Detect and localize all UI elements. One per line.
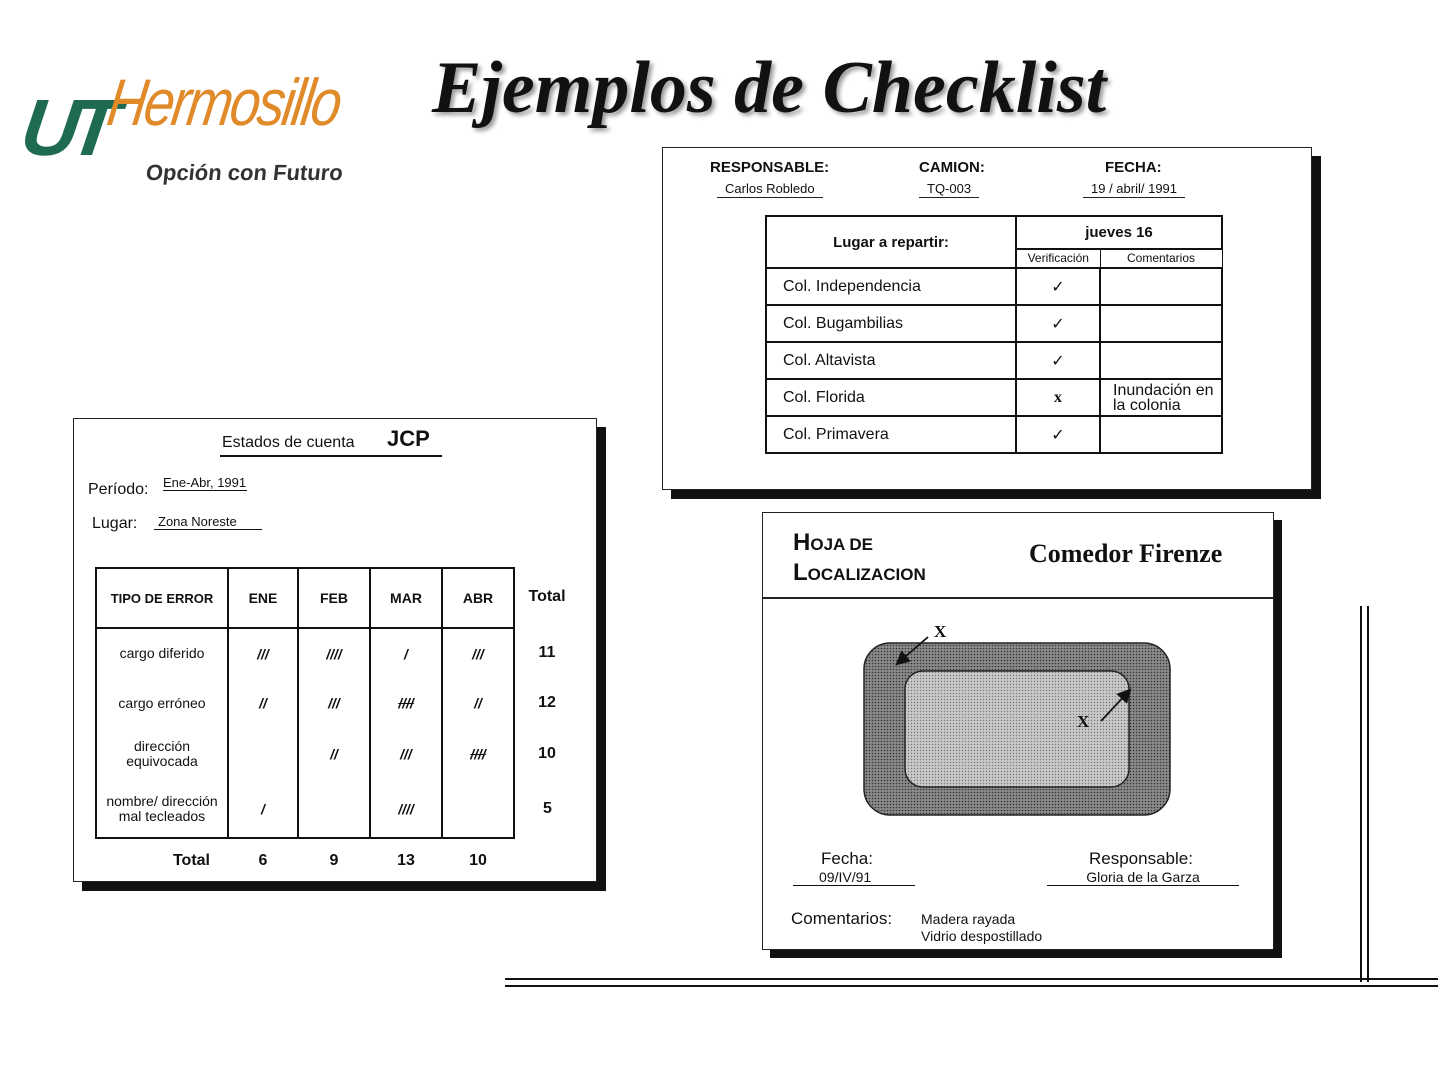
delivery-checklist-card xyxy=(662,147,1312,490)
hoja-comentarios-line1: Madera rayada xyxy=(921,911,1016,927)
tally-cell xyxy=(228,728,298,780)
place-cell: Col. Primavera xyxy=(766,416,1016,453)
totals-row xyxy=(96,838,580,882)
decor-line xyxy=(505,985,1438,987)
hoja-title xyxy=(793,529,926,589)
comment-cell xyxy=(1100,268,1222,305)
ut-hermosillo-logo xyxy=(15,62,362,202)
comentarios-header: Comentarios xyxy=(1100,249,1222,268)
error-type-cell: cargo erróneo xyxy=(96,678,228,728)
table-row xyxy=(96,728,580,780)
header-divider xyxy=(763,597,1273,599)
tally-cell: //// xyxy=(370,678,442,728)
checklist-row xyxy=(766,342,1222,379)
hoja-title-rest: OJA DE xyxy=(810,535,874,554)
row-total: 12 xyxy=(538,694,556,711)
place-cell: Col. Florida xyxy=(766,379,1016,416)
decor-line xyxy=(1367,606,1369,982)
table-row xyxy=(96,678,580,728)
hoja-title-cap: L xyxy=(793,559,808,586)
damage-mark: X xyxy=(1077,712,1090,731)
hoja-title-rest: OCALIZACION xyxy=(807,565,926,584)
month-total: 10 xyxy=(469,851,487,869)
checklist-row xyxy=(766,379,1222,416)
hoja-responsable-value: Gloria de la Garza xyxy=(1047,869,1239,886)
periodo-value: Ene-Abr, 1991 xyxy=(163,475,247,490)
total-header: Total xyxy=(528,588,566,605)
tally-cell: / xyxy=(228,780,298,838)
cross-mark-icon: x xyxy=(1016,379,1100,416)
responsable-value: Carlos Robledo xyxy=(717,181,823,198)
fecha-label: FECHA: xyxy=(1105,159,1162,176)
tally-cell xyxy=(442,780,514,838)
tally-cell: // xyxy=(442,678,514,728)
estados-title: Estados de cuenta xyxy=(222,434,355,451)
hoja-title-cap: H xyxy=(793,529,811,556)
comment-cell xyxy=(1100,416,1222,453)
tally-cell: // xyxy=(228,678,298,728)
checklist-row xyxy=(766,268,1222,305)
error-type-cell: cargo diferido xyxy=(96,628,228,678)
periodo-label: Período: xyxy=(88,481,149,498)
row-total: 10 xyxy=(538,745,556,762)
decor-line xyxy=(505,978,1438,980)
check-mark-icon: ✓ xyxy=(1016,305,1100,342)
error-type-cell: nombre/ dirección mal tecleados xyxy=(96,780,228,838)
fecha-value: 19 / abril/ 1991 xyxy=(1083,181,1185,198)
camion-label: CAMION: xyxy=(919,159,985,176)
tally-cell xyxy=(298,780,370,838)
verificacion-header: Verificación xyxy=(1016,249,1100,268)
hoja-comentarios-line2: Vidrio despostillado xyxy=(921,928,1043,944)
place-cell: Col. Altavista xyxy=(766,342,1016,379)
table-row xyxy=(96,628,580,678)
tally-cell: /// xyxy=(442,628,514,678)
place-cell: Col. Independencia xyxy=(766,268,1016,305)
restaurant-name: Comedor Firenze xyxy=(1029,539,1223,568)
comment-cell xyxy=(1100,342,1222,379)
tally-cell: / xyxy=(370,628,442,678)
row-total: 5 xyxy=(543,800,552,817)
error-type-cell: dirección equivocada xyxy=(96,728,228,780)
row-total: 11 xyxy=(538,644,556,661)
check-mark-icon: ✓ xyxy=(1016,268,1100,305)
month-header: ABR xyxy=(442,568,514,628)
slide-title: Ejemplos de Checklist xyxy=(432,47,1107,129)
month-total: 9 xyxy=(329,851,339,869)
month-header: ENE xyxy=(228,568,298,628)
tally-cell: //// xyxy=(298,628,370,678)
comment-cell xyxy=(1100,305,1222,342)
hoja-responsable-label: Responsable: xyxy=(1089,849,1193,868)
lugar-label: Lugar: xyxy=(92,515,138,532)
damage-mark: X xyxy=(934,622,947,641)
checklist-table xyxy=(765,215,1223,454)
tipo-error-header: TIPO DE ERROR xyxy=(96,568,228,628)
check-mark-icon: ✓ xyxy=(1016,342,1100,379)
hoja-localizacion-card xyxy=(762,512,1274,950)
estados-title-code: JCP xyxy=(387,426,430,451)
hoja-comentarios-label: Comentarios: xyxy=(791,909,893,928)
logo-tagline: Opción con Futuro xyxy=(144,160,345,185)
table-location-diagram xyxy=(853,617,1183,827)
table-inner-surface xyxy=(905,671,1129,787)
estados-cuenta-card xyxy=(73,418,597,882)
comment-cell: Inundación en la colonia xyxy=(1100,379,1222,416)
hoja-fecha-value: 09/IV/91 xyxy=(793,869,915,886)
tally-cell: /// xyxy=(370,728,442,780)
logo-ut-text: UT xyxy=(15,83,115,172)
responsable-label: RESPONSABLE: xyxy=(710,159,830,176)
month-total: 13 xyxy=(397,851,415,869)
tally-cell: /// xyxy=(298,678,370,728)
place-cell: Col. Bugambilias xyxy=(766,305,1016,342)
hoja-fecha-label: Fecha: xyxy=(821,849,873,868)
tally-cell: // xyxy=(298,728,370,780)
tally-cell: //// xyxy=(442,728,514,780)
lugar-header: Lugar a repartir: xyxy=(766,216,1016,268)
tally-cell: /// xyxy=(228,628,298,678)
month-header: FEB xyxy=(298,568,370,628)
lugar-value: Zona Noreste xyxy=(154,514,262,530)
check-mark-icon: ✓ xyxy=(1016,416,1100,453)
checklist-row xyxy=(766,305,1222,342)
tally-cell: //// xyxy=(370,780,442,838)
checklist-row xyxy=(766,416,1222,453)
decor-line xyxy=(1360,606,1362,982)
table-row xyxy=(96,780,580,838)
month-total: 6 xyxy=(258,851,268,869)
day-header: jueves 16 xyxy=(1016,216,1222,249)
total-label: Total xyxy=(172,851,210,869)
logo-name-text: Hermosillo xyxy=(103,65,345,139)
error-tally-table xyxy=(95,567,581,882)
camion-value: TQ-003 xyxy=(919,181,979,198)
month-header: MAR xyxy=(370,568,442,628)
